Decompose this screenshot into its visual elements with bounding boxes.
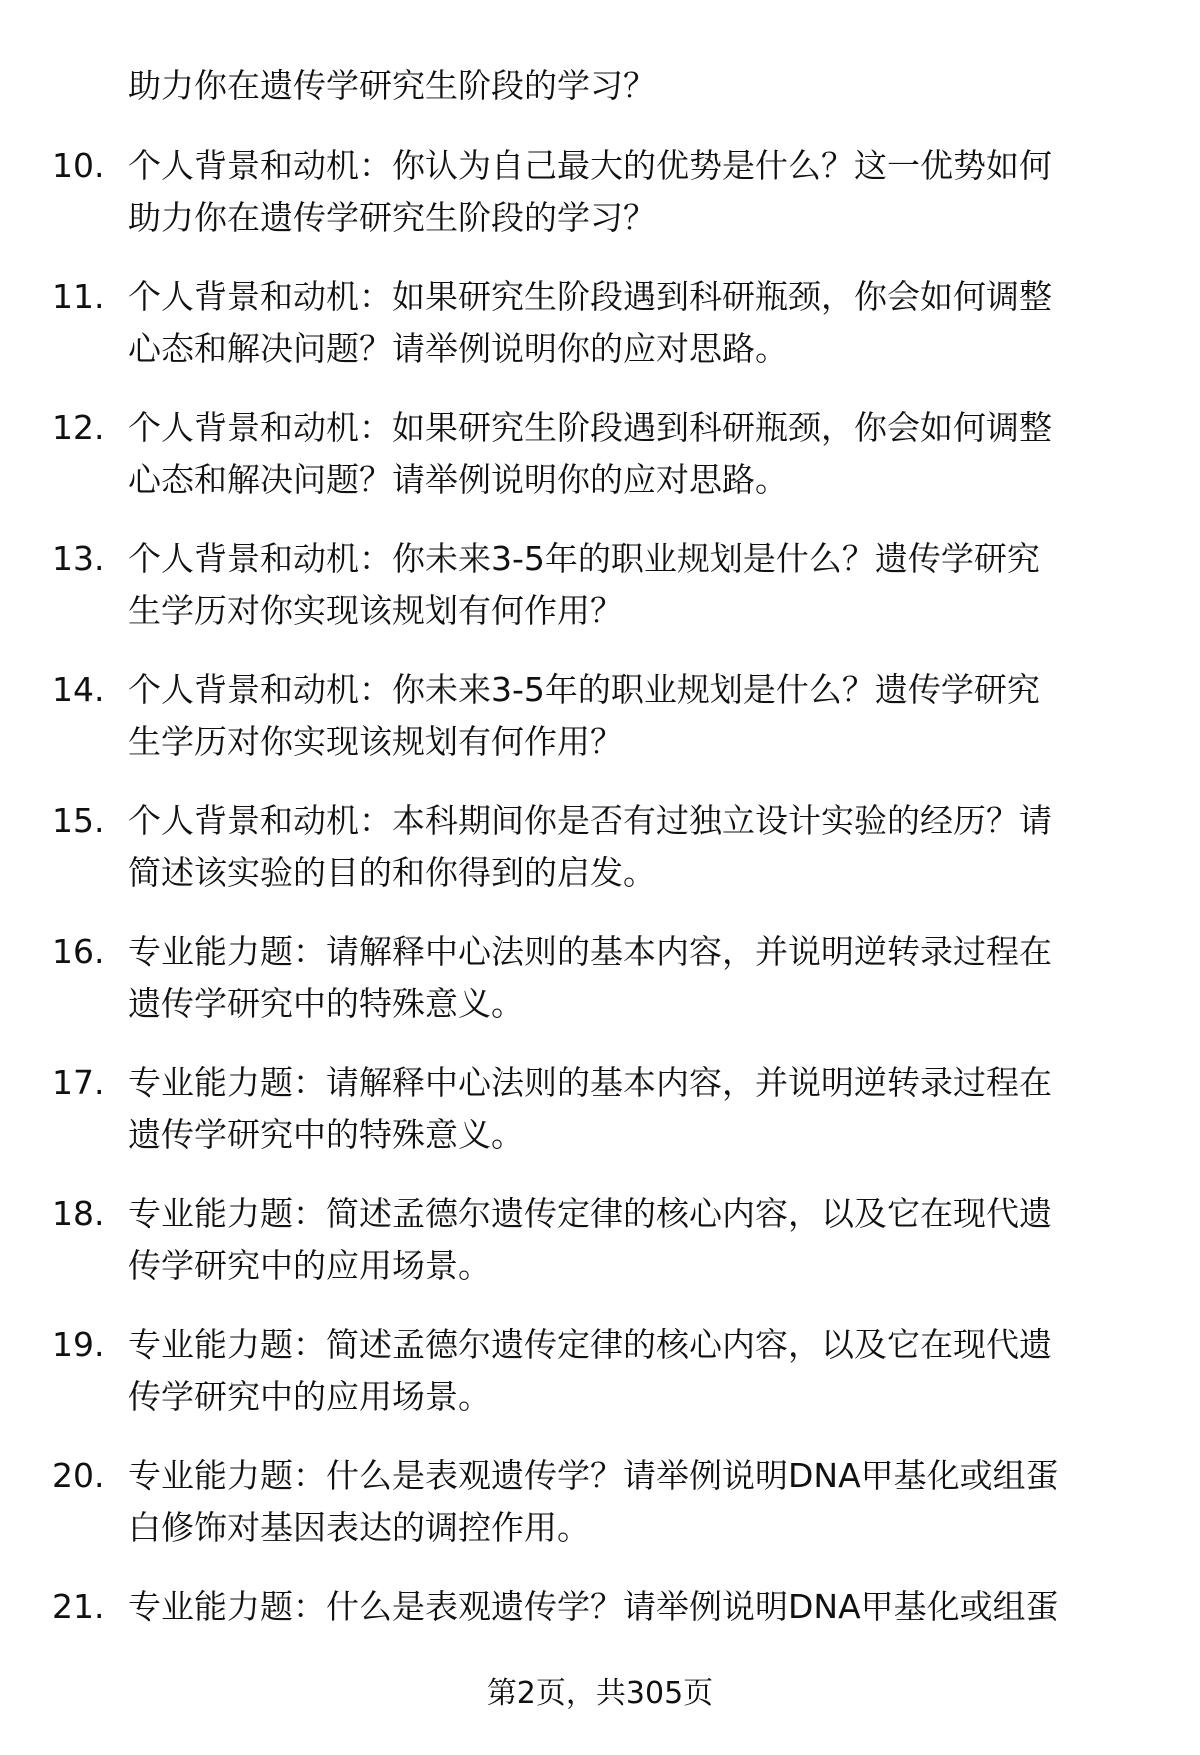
question-item [0,1057,1200,1188]
question-text-line: 助力你在遗传学研究生阶段的学习？ [128,198,656,237]
question-text [128,140,1148,244]
question-text-line: 专业能力题：简述孟德尔遗传定律的核心内容，以及它在现代遗 [128,1194,1052,1233]
question-item [0,1188,1200,1319]
question-text [128,1581,1148,1633]
question-text-line: 心态和解决问题？请举例说明你的应对思路。 [128,329,788,368]
question-text [128,402,1148,506]
question-text-line: 个人背景和动机：如果研究生阶段遇到科研瓶颈，你会如何调整 [128,277,1052,316]
question-text [128,533,1148,637]
question-item [0,1319,1200,1450]
question-text-line: 白修饰对基因表达的调控作用。 [128,1508,590,1547]
question-number: 21. [52,1587,105,1626]
question-text-line: 专业能力题：请解释中心法则的基本内容，并说明逆转录过程在 [128,932,1052,971]
question-text [128,271,1148,375]
question-number: 11. [52,277,105,316]
question-text-line: 传学研究中的应用场景。 [128,1377,491,1416]
question-text-line: 生学历对你实现该规划有何作用？ [128,591,623,630]
question-text [128,1319,1148,1423]
question-number: 17. [52,1063,105,1102]
question-text [128,664,1148,768]
question-text-line: 生学历对你实现该规划有何作用？ [128,722,623,761]
question-item [0,795,1200,926]
question-text-line: 专业能力题：什么是表观遗传学？请举例说明DNA甲基化或组蛋 [128,1456,1059,1495]
question-item [0,140,1200,271]
question-number: 18. [52,1194,105,1233]
question-text-line: 心态和解决问题？请举例说明你的应对思路。 [128,460,788,499]
question-text-line: 个人背景和动机：如果研究生阶段遇到科研瓶颈，你会如何调整 [128,408,1052,447]
question-text-line: 专业能力题：请解释中心法则的基本内容，并说明逆转录过程在 [128,1063,1052,1102]
question-text-line: 专业能力题：什么是表观遗传学？请举例说明DNA甲基化或组蛋 [128,1587,1059,1626]
question-number: 15. [52,801,105,840]
continuation-line: 助力你在遗传学研究生阶段的学习？ [128,66,656,105]
question-item [0,926,1200,1057]
question-text-line: 遗传学研究中的特殊意义。 [128,984,524,1023]
question-item [0,402,1200,533]
question-text [128,1057,1148,1161]
question-text-line: 个人背景和动机：你未来3-5年的职业规划是什么？遗传学研究 [128,670,1040,709]
question-list [0,140,1200,1712]
question-item [0,664,1200,795]
question-text-line: 遗传学研究中的特殊意义。 [128,1115,524,1154]
question-number: 16. [52,932,105,971]
question-number: 13. [52,539,105,578]
question-number: 10. [52,146,105,185]
question-text-line: 简述该实验的目的和你得到的启发。 [128,853,656,892]
question-text-line: 个人背景和动机：本科期间你是否有过独立设计实验的经历？请 [128,801,1052,840]
question-text-line: 个人背景和动机：你认为自己最大的优势是什么？这一优势如何 [128,146,1052,185]
question-text [128,926,1148,1030]
question-number: 20. [52,1456,105,1495]
question-text [128,795,1148,899]
question-text [128,1188,1148,1292]
question-item [0,1450,1200,1581]
question-number: 14. [52,670,105,709]
question-text-line: 个人背景和动机：你未来3-5年的职业规划是什么？遗传学研究 [128,539,1040,578]
question-text-line: 传学研究中的应用场景。 [128,1246,491,1285]
question-item [0,533,1200,664]
question-text [128,1450,1148,1554]
question-item [0,271,1200,402]
page-footer: 第2页，共305页 [486,1676,714,1711]
question-number: 19. [52,1325,105,1364]
question-number: 12. [52,408,105,447]
question-text-line: 专业能力题：简述孟德尔遗传定律的核心内容，以及它在现代遗 [128,1325,1052,1364]
